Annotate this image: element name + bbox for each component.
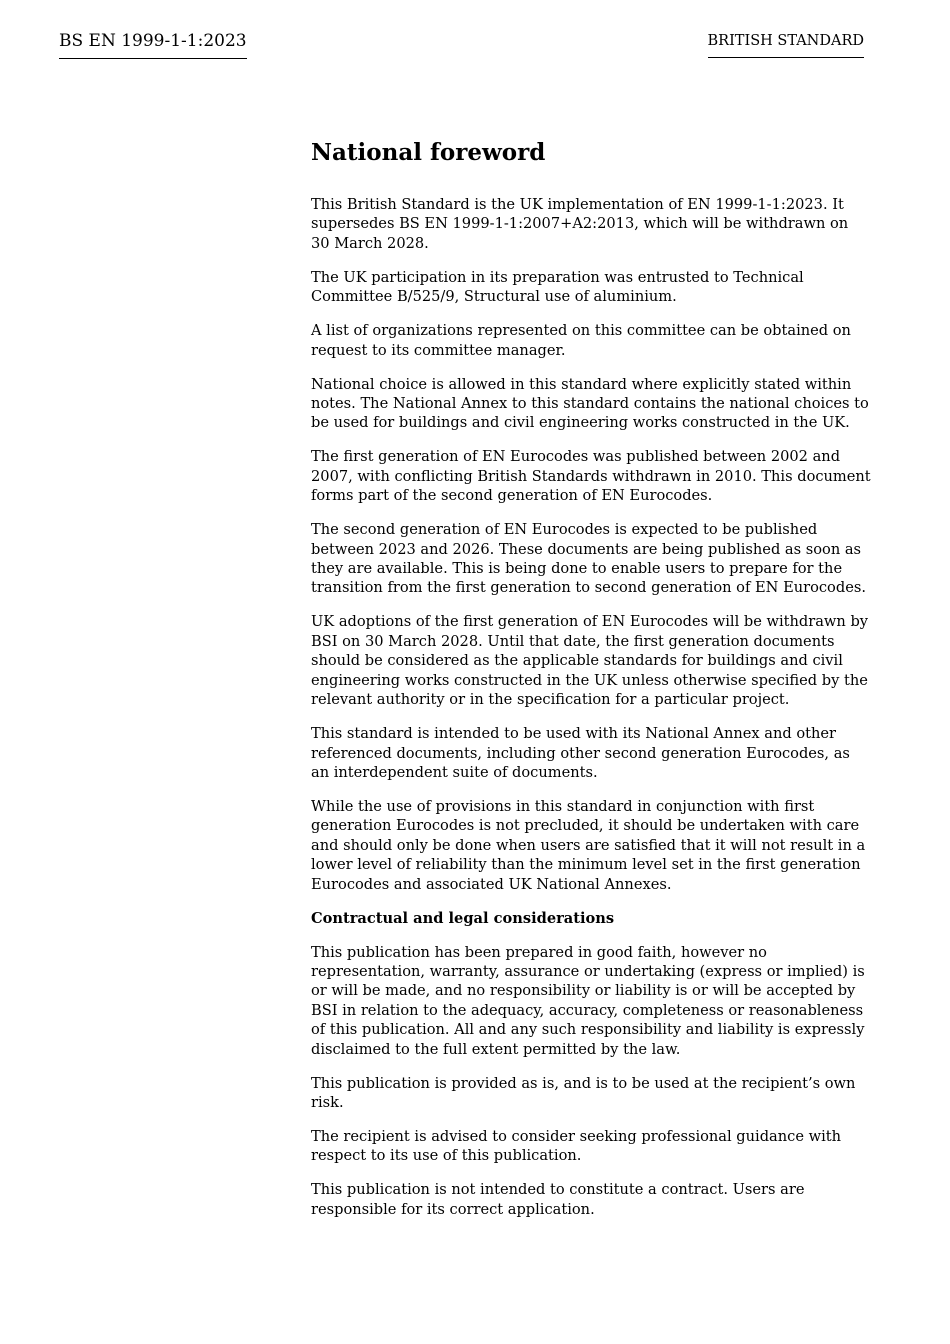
paragraph: This publication has been prepared in good faith, however no representation, warranty, assurance or undertaking (express or implied) is or will be made, and no responsibility or liability is or will be accepted by BSI in relation to the adequacy, accuracy, completeness or reasonableness of this publication. All and any such responsibility and liability is expressly disclaimed to the full extent permitted by the law. — [311, 943, 865, 1058]
paragraph: The recipient is advised to consider seeking professional guidance with respect to its use of this publication. — [311, 1127, 842, 1165]
document-series: BRITISH STANDARD — [708, 32, 865, 58]
main-content — [311, 138, 871, 1234]
paragraph: National choice is allowed in this standard where explicitly stated within notes. The National Annex to this standard contains the national choices to be used for buildings and civil engineering works constructed in the UK. — [311, 375, 869, 432]
paragraph: This publication is not intended to constitute a contract. Users are responsible for its correct application. — [311, 1181, 805, 1218]
paragraph: The first generation of EN Eurocodes was published between 2002 and 2007, with conflicting British Standards withdrawn in 2010. This document forms part of the second generation of EN Eurocodes. — [311, 448, 871, 505]
document-code: BS EN 1999-1-1:2023 — [59, 31, 247, 59]
paragraph: UK adoptions of the first generation of EN Eurocodes will be withdrawn by BSI on 30 March 2028. Until that date, the first generation documents should be considered as the applicable standards for buildings and civil engineering works constructed in the UK unless otherwise specified by the relevant authority or in the specification for a particular project. — [311, 613, 869, 709]
page-title: National foreword — [311, 139, 546, 166]
paragraph: This standard is intended to be used with its National Annex and other referenced documents, including other second generation Eurocodes, as an interdependent suite of documents. — [311, 725, 850, 781]
paragraph: The UK participation in its preparation was entrusted to Technical Committee B/525/9, Structural use of aluminium. — [311, 268, 804, 306]
paragraph: A list of organizations represented on this committee can be obtained on request to its committee manager. — [311, 322, 851, 359]
paragraph: The second generation of EN Eurocodes is expected to be published between 2023 and 2026. These documents are being published as soon as they are available. This is being done to enable users to prepare for the transition from the first generation to second generation of EN Eurocodes. — [311, 521, 866, 597]
paragraph: This British Standard is the UK implementation of EN 1999-1-1:2023. It supersedes BS EN 1999-1-1:2007+A2:2013, which will be withdrawn on 30 March 2028. — [311, 196, 849, 252]
section-heading: Contractual and legal considerations — [311, 909, 615, 927]
paragraph: While the use of provisions in this standard in conjunction with first generation Eurocodes is not precluded, it should be undertaken with care and should only be done when users are satisfied that it will not result in a lower level of reliability than the minimum level set in the first generation Eurocodes and associated UK National Annexes. — [311, 797, 866, 893]
paragraph: This publication is provided as is, and is to be used at the recipient’s own risk. — [311, 1074, 856, 1111]
